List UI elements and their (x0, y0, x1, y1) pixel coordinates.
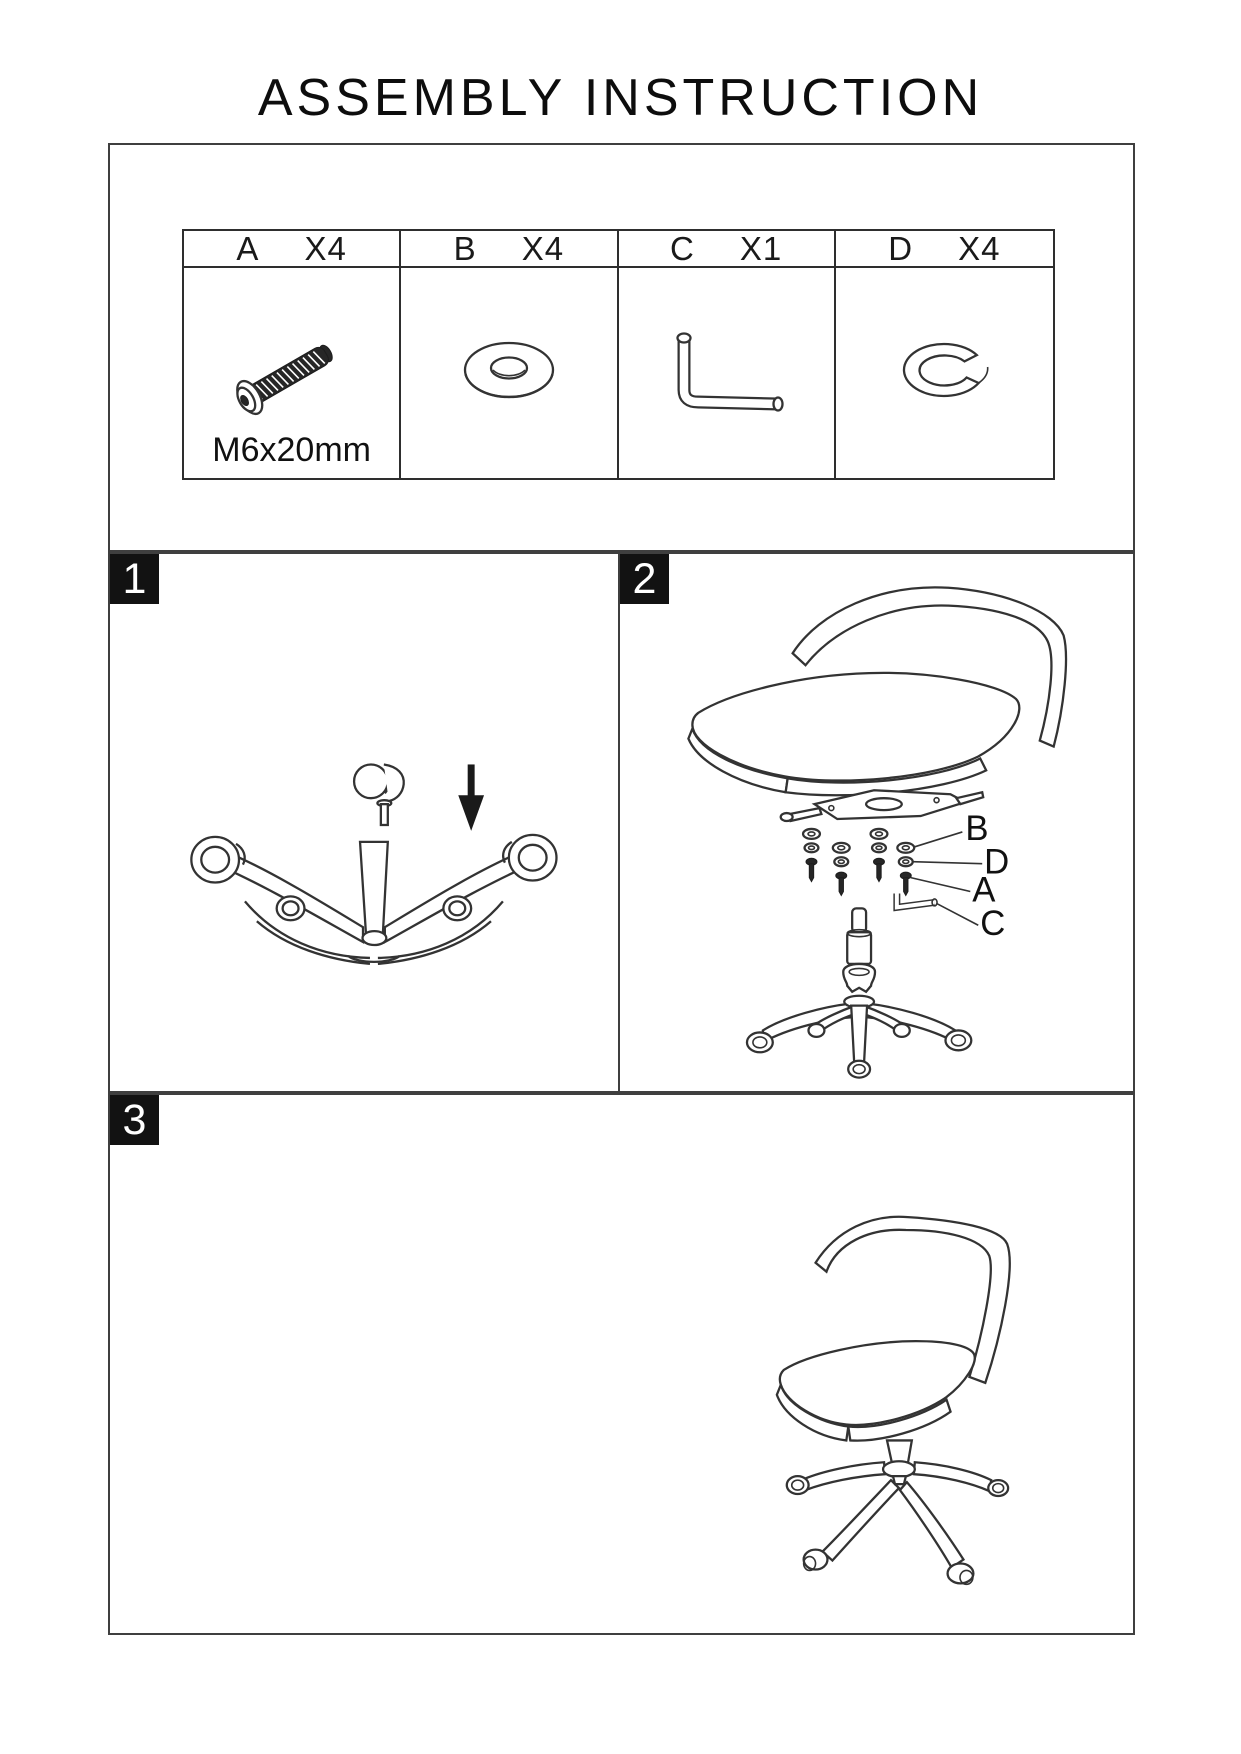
part-a-label: A (236, 229, 259, 267)
part-c-qty: X1 (739, 229, 783, 267)
callout-b-label: B (965, 809, 989, 848)
screw-size-note: M6x20mm (212, 431, 371, 469)
parts-column-a (184, 231, 401, 478)
part-d-header (836, 231, 1053, 268)
step-2-badge: 2 (620, 554, 669, 604)
assembled-chair-illustration (110, 1095, 1133, 1633)
step-1-badge: 1 (110, 554, 159, 604)
callout-d-label: D (984, 843, 1010, 882)
part-b-cell (401, 268, 616, 478)
part-a-cell (184, 268, 399, 478)
part-a-header (184, 231, 399, 268)
step-1-box (108, 552, 620, 1093)
parts-box (108, 143, 1135, 552)
part-b-header (401, 231, 616, 268)
part-d-cell (836, 268, 1053, 478)
parts-column-d (836, 231, 1053, 478)
part-c-header (619, 231, 834, 268)
part-a-qty: X4 (304, 229, 347, 267)
callout-a-label: A (972, 871, 996, 910)
step-2-box (618, 552, 1135, 1093)
parts-column-c (619, 231, 836, 478)
part-b-label: B (453, 229, 476, 267)
seat-exploded-illustration (620, 554, 1133, 1091)
part-c-cell (619, 268, 834, 478)
screw-icon (192, 298, 392, 448)
part-b-qty: X4 (521, 229, 565, 267)
parts-table (182, 229, 1055, 480)
hex-key-icon (626, 298, 826, 448)
parts-column-b (401, 231, 618, 478)
part-d-qty: X4 (958, 229, 1001, 267)
flat-washer-icon (409, 298, 609, 448)
step-3-badge: 3 (110, 1095, 159, 1145)
part-c-label: C (670, 229, 694, 267)
part-d-label: D (888, 229, 913, 267)
step-3-box (108, 1093, 1135, 1635)
page-title: ASSEMBLY INSTRUCTION (257, 69, 984, 127)
base-casters-illustration (110, 554, 618, 1091)
spring-washer-icon (844, 298, 1044, 448)
callout-c-label: C (980, 905, 1006, 944)
